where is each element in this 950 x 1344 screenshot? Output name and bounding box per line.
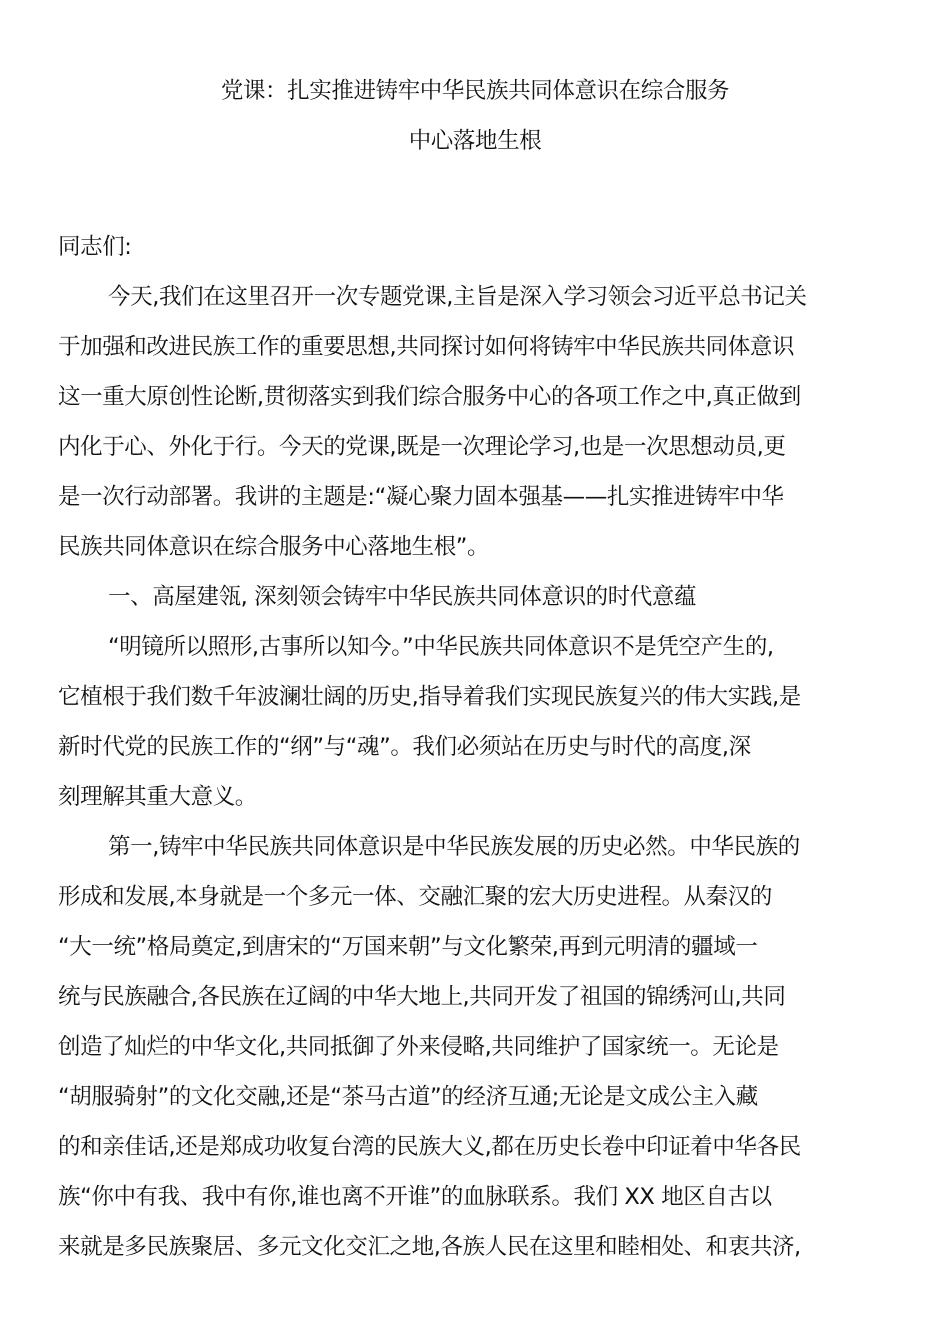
paragraph-first-point-line: 的和亲佳话,还是郑成功收复台湾的民族大义,都在历史长卷中印证着中华各民 bbox=[58, 1134, 801, 1160]
paragraph-first-point-line: 创造了灿烂的中华文化,共同抵御了外来侵略,共同维护了国家统一。无论是 bbox=[58, 1034, 779, 1060]
section-heading-1: 一、高屋建瓴, 深刻领会铸牢中华民族共同体意识的时代意蕴 bbox=[108, 584, 697, 610]
paragraph-quote-line: 新时代党的民族工作的“纲”与“魂”。我们必须站在历史与时代的高度,深 bbox=[58, 734, 751, 760]
paragraph-quote-line: 它植根于我们数千年波澜壮阔的历史,指导着我们实现民族复兴的伟大实践,是 bbox=[58, 684, 801, 710]
paragraph-intro-line: 内化于心、外化于行。今天的党课,既是一次理论学习,也是一次思想动员,更 bbox=[58, 434, 786, 460]
paragraph-first-point-line: 统与民族融合,各民族在辽阔的中华大地上,共同开发了祖国的锦绣河山,共同 bbox=[58, 984, 786, 1010]
document-body bbox=[58, 222, 898, 1272]
paragraph-first-point-line: “大一统”格局奠定,到唐宋的“万国来朝”与文化繁荣,再到元明清的疆域一 bbox=[58, 934, 758, 960]
title-line-2: 中心落地生根 bbox=[408, 128, 542, 154]
paragraph-first-point-line: 第一,铸牢中华民族共同体意识是中华民族发展的历史必然。中华民族的 bbox=[108, 834, 800, 860]
paragraph-first-point-line: 形成和发展,本身就是一个多元一体、交融汇聚的宏大历史进程。从秦汉的 bbox=[58, 884, 772, 910]
paragraph-quote-line: “明镜所以照形,古事所以知今。”中华民族共同体意识不是凭空产生的, bbox=[108, 634, 774, 660]
salutation: 同志们: bbox=[58, 234, 132, 260]
paragraph-intro-line: 今天,我们在这里召开一次专题党课,主旨是深入学习领会习近平总书记关 bbox=[108, 284, 807, 310]
document-title bbox=[40, 66, 910, 166]
paragraph-intro-line: 于加强和改进民族工作的重要思想,共同探讨如何将铸牢中华民族共同体意识 bbox=[58, 334, 795, 360]
title-line-1: 党课：扎实推进铸牢中华民族共同体意识在综合服务 bbox=[220, 78, 730, 104]
paragraph-first-point-line: 族“你中有我、我中有你,谁也离不开谁”的血脉联系。我们 XX 地区自古以 bbox=[58, 1184, 772, 1210]
paragraph-intro-line: 这一重大原创性论断,贯彻落实到我们综合服务中心的各项工作之中,真正做到 bbox=[58, 384, 801, 410]
paragraph-intro-line: 民族共同体意识在综合服务中心落地生根”。 bbox=[58, 534, 490, 560]
paragraph-first-point-line: 来就是多民族聚居、多元文化交汇之地,各族人民在这里和睦相处、和衷共济, bbox=[58, 1234, 801, 1260]
paragraph-quote-line: 刻理解其重大意义。 bbox=[58, 784, 257, 810]
paragraph-first-point-line: “胡服骑射”的文化交融,还是“茶马古道”的经济互通;无论是文成公主入藏 bbox=[58, 1084, 758, 1110]
paragraph-intro-line: 是一次行动部署。我讲的主题是:“凝心聚力固本强基——扎实推进铸牢中华 bbox=[58, 484, 784, 510]
